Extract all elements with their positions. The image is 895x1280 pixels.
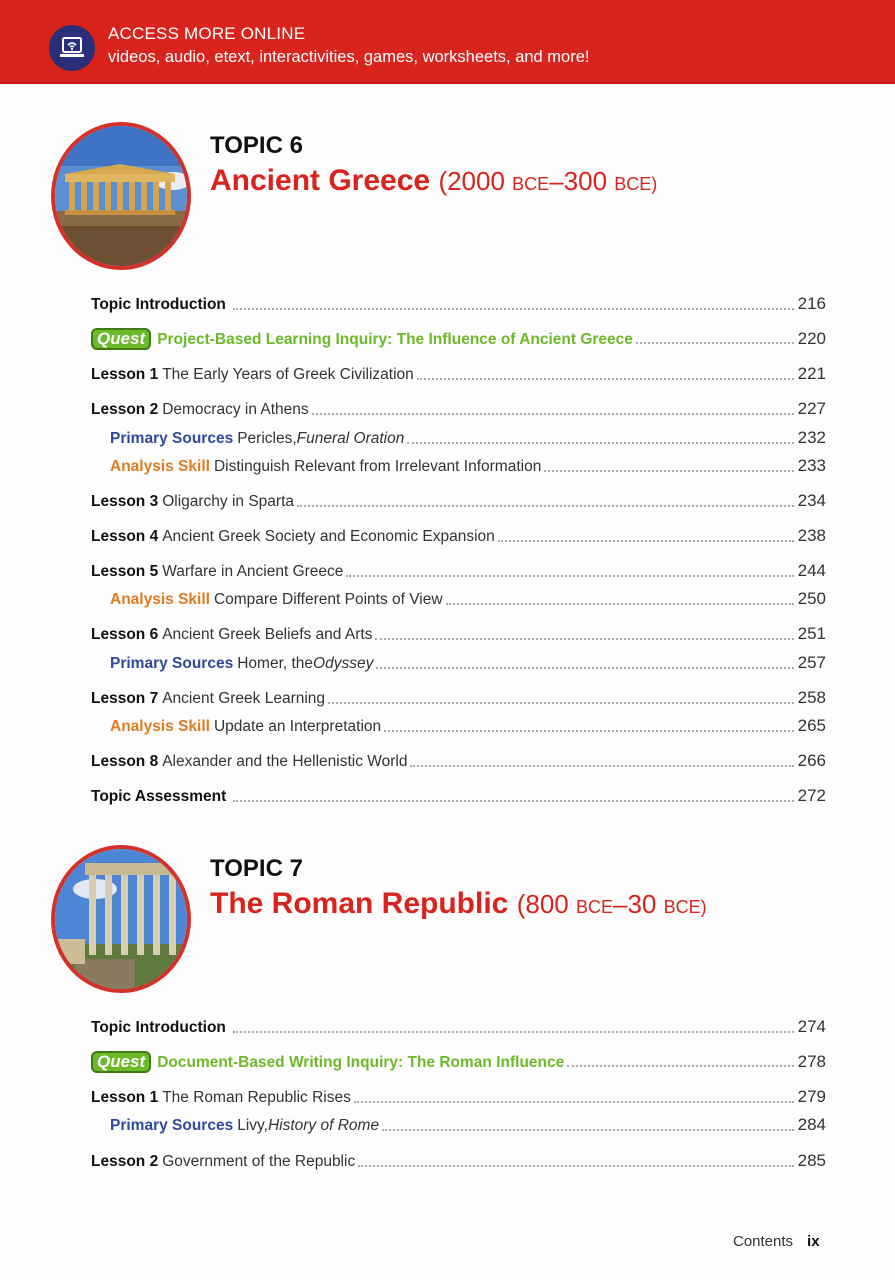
page-number: 265 [797, 716, 826, 735]
page-number: 279 [797, 1087, 826, 1106]
toc-entry[interactable] [110, 589, 826, 611]
entry-label: Lesson 2 [91, 401, 159, 418]
entry-title-italic: Funeral Oration [296, 430, 405, 447]
topic-title [210, 887, 707, 921]
dot-leader [312, 413, 794, 415]
topic-dates: (2000 BCE–300 BCE) [438, 166, 658, 196]
page-number: 285 [797, 1151, 826, 1170]
dot-leader [233, 1031, 794, 1033]
entry-title: Document-Based Writing Inquiry: The Roman Influence [157, 1054, 565, 1071]
dot-leader [346, 575, 793, 577]
topic-number: TOPIC 7 [210, 855, 303, 882]
dot-leader [382, 1129, 794, 1131]
page-number: 258 [797, 688, 826, 707]
toc-entry[interactable] [91, 399, 826, 421]
banner-title: ACCESS MORE ONLINE [108, 24, 306, 43]
dot-leader [233, 800, 793, 802]
topic-title [210, 164, 657, 198]
page-number: 272 [797, 786, 826, 805]
toc-entry[interactable] [91, 688, 826, 710]
page-number: 257 [797, 653, 826, 672]
toc-entry[interactable] [110, 456, 826, 478]
dot-leader [358, 1165, 793, 1167]
entry-title: The Early Years of Greek Civilization [162, 366, 414, 383]
entry-title: The Roman Republic Rises [162, 1089, 351, 1106]
page-number: 238 [797, 526, 826, 545]
dot-leader [376, 667, 793, 669]
page-number: 233 [797, 456, 826, 475]
toc-entry[interactable] [91, 624, 826, 646]
dot-leader [233, 308, 794, 310]
toc-entry[interactable] [91, 328, 826, 350]
access-online-banner [0, 0, 895, 84]
toc-entry[interactable] [91, 1017, 826, 1039]
toc-entry[interactable] [110, 1115, 826, 1137]
footer-section: Contents [733, 1233, 794, 1250]
entry-title: Homer, the [237, 655, 314, 672]
page-number: 274 [797, 1017, 826, 1036]
toc-entry[interactable] [91, 526, 826, 548]
dot-leader [354, 1101, 794, 1103]
entry-label: Topic Assessment [91, 788, 227, 805]
dot-leader [636, 342, 794, 344]
toc-entry[interactable] [91, 1087, 826, 1109]
entry-title: Oligarchy in Sparta [162, 493, 295, 510]
dot-leader [417, 378, 794, 380]
entry-label: Lesson 8 [91, 753, 159, 770]
entry-label: Analysis Skill [110, 718, 210, 735]
entry-title: Distinguish Relevant from Irrelevant Information [213, 458, 542, 475]
entry-title: Ancient Greek Society and Economic Expansion [162, 528, 495, 545]
toc-entry[interactable] [91, 786, 826, 808]
dot-leader [544, 470, 793, 472]
toc-entry[interactable] [91, 491, 826, 513]
entry-label: Lesson 4 [91, 528, 159, 545]
entry-title: Update an Interpretation [213, 718, 382, 735]
entry-label: Lesson 6 [91, 626, 159, 643]
entry-title: Project-Based Learning Inquiry: The Influence of Ancient Greece [157, 331, 633, 348]
entry-label: Primary Sources [110, 430, 234, 447]
page-number: 266 [797, 751, 826, 770]
entry-title-italic: Odyssey [313, 655, 374, 672]
entry-title: Alexander and the Hellenistic World [162, 753, 408, 770]
entry-title: Warfare in Ancient Greece [162, 563, 344, 580]
entry-label: Lesson 1 [91, 366, 159, 383]
page-number: 284 [797, 1115, 826, 1134]
entry-title: Pericles, [237, 430, 297, 447]
entry-title: Livy, [237, 1117, 268, 1134]
topic-dates: (800 BCE–30 BCE) [516, 889, 707, 919]
toc-entry[interactable] [110, 428, 826, 450]
page-number: 234 [797, 491, 826, 510]
parthenon-image [51, 122, 191, 270]
page-footer [733, 1233, 820, 1250]
page-number: 250 [797, 589, 826, 608]
dot-leader [498, 540, 794, 542]
topic-title-text: Ancient Greece [210, 164, 431, 197]
toc-entry[interactable] [91, 751, 826, 773]
toc-entry[interactable] [110, 653, 826, 675]
toc-entry[interactable] [91, 1051, 826, 1073]
dot-leader [297, 505, 794, 507]
page-number: 221 [797, 364, 826, 383]
dot-leader [567, 1065, 793, 1067]
banner-subtitle: videos, audio, etext, interactivities, games, worksheets, and more! [108, 48, 590, 66]
page-number: 232 [797, 428, 826, 447]
quest-logo: Quest [91, 1051, 151, 1073]
page-number: 227 [797, 399, 826, 418]
toc-entry[interactable] [91, 364, 826, 386]
entry-label: Primary Sources [110, 655, 234, 672]
dot-leader [328, 702, 794, 704]
quest-logo: Quest [91, 328, 151, 350]
entry-title: Democracy in Athens [162, 401, 309, 418]
page-number: 251 [797, 624, 826, 643]
topic-number: TOPIC 6 [210, 132, 303, 159]
entry-label: Lesson 1 [91, 1089, 159, 1106]
page-number: 216 [797, 294, 826, 313]
entry-label: Lesson 2 [91, 1153, 159, 1170]
entry-label: Analysis Skill [110, 458, 210, 475]
page-number: ix [807, 1233, 820, 1250]
entry-title: Compare Different Points of View [213, 591, 443, 608]
dot-leader [384, 730, 794, 732]
entry-label: Lesson 7 [91, 690, 159, 707]
roman-forum-image [51, 845, 191, 993]
toc-entry[interactable] [91, 561, 826, 583]
laptop-wifi-icon [49, 25, 95, 71]
entry-label: Topic Introduction [91, 296, 226, 313]
entry-title: Ancient Greek Beliefs and Arts [162, 626, 373, 643]
entry-label: Lesson 5 [91, 563, 159, 580]
entry-title: Ancient Greek Learning [162, 690, 326, 707]
dot-leader [407, 442, 793, 444]
entry-title-italic: History of Rome [267, 1117, 380, 1134]
entry-title: Government of the Republic [162, 1153, 356, 1170]
toc-entry[interactable] [110, 716, 826, 738]
toc-entry[interactable] [91, 294, 826, 316]
dot-leader [446, 603, 794, 605]
entry-label: Analysis Skill [110, 591, 210, 608]
entry-label: Primary Sources [110, 1117, 234, 1134]
topic-title-text: The Roman Republic [210, 887, 509, 920]
page-number: 220 [797, 329, 826, 348]
page-number: 244 [797, 561, 826, 580]
entry-label: Topic Introduction [91, 1019, 226, 1036]
toc-entry[interactable] [91, 1151, 826, 1173]
entry-label: Lesson 3 [91, 493, 159, 510]
dot-leader [410, 765, 793, 767]
dot-leader [375, 638, 793, 640]
page-number: 278 [797, 1052, 826, 1071]
